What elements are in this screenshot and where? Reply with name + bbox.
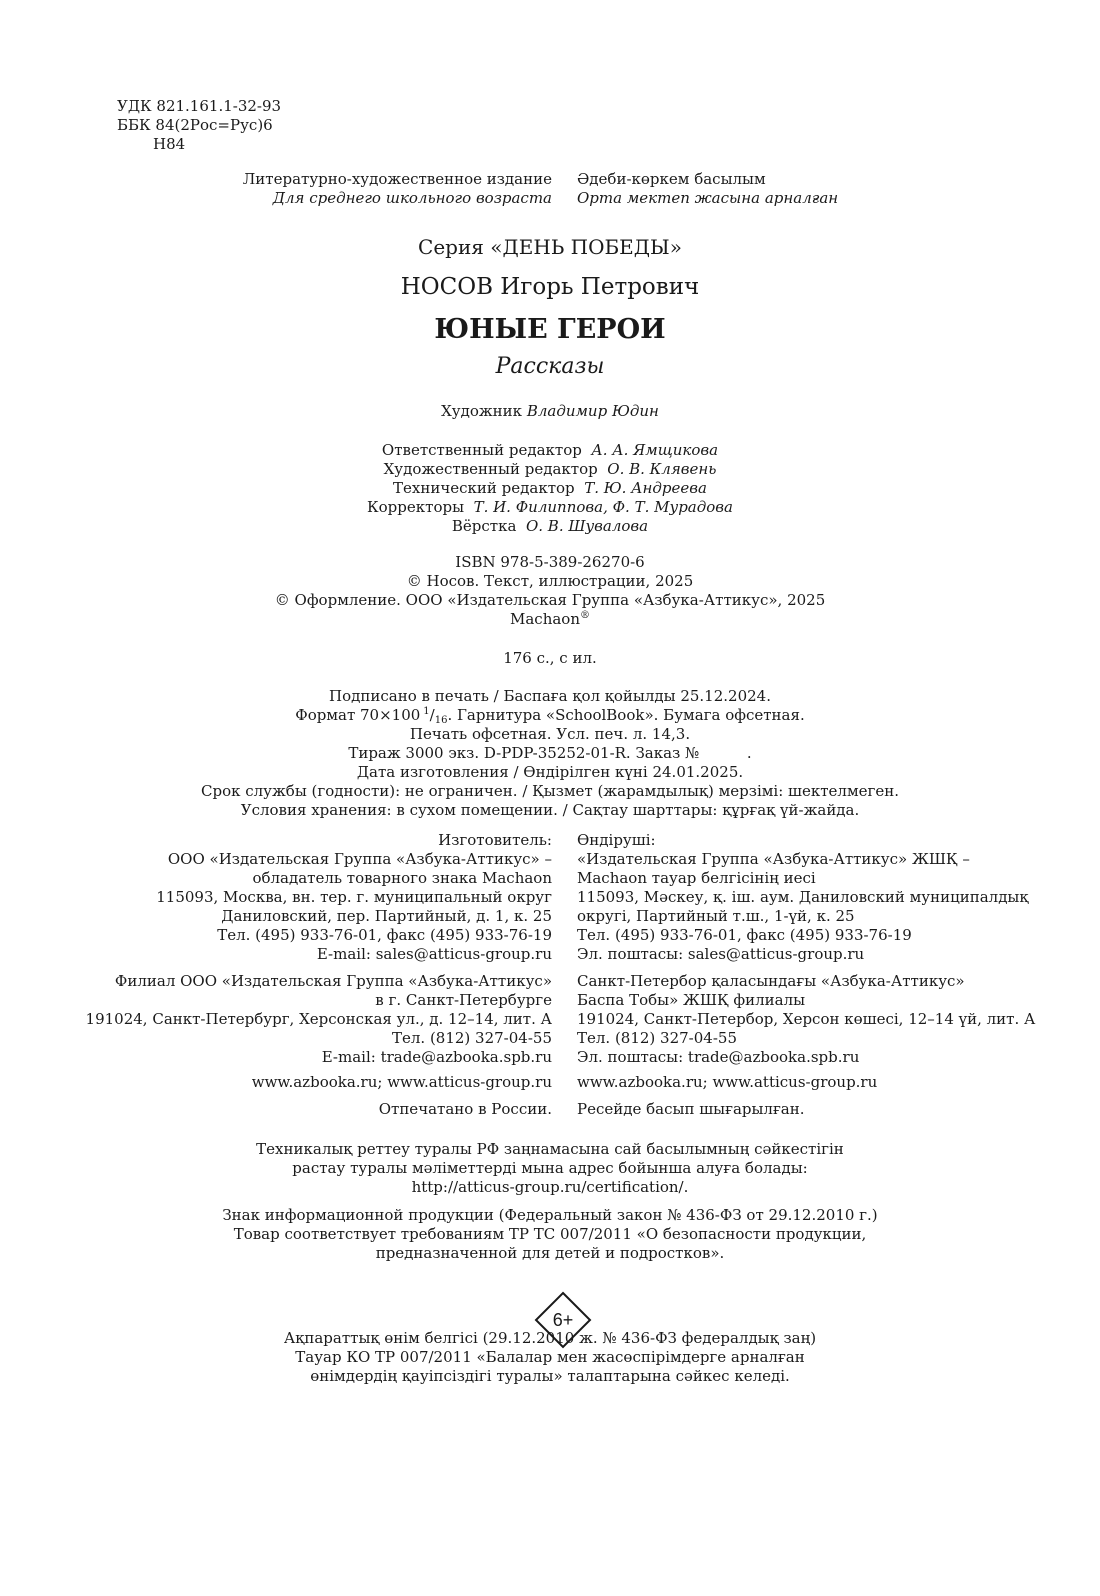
edition-ru [243,170,552,208]
printing-line: Печать офсетная. Усл. печ. л. 14,3. [409,725,691,743]
credit-row: Ответственный редактор А. А. Ямщикова [381,441,719,459]
printed-in-kz: Ресейде басып шығарылған. [577,1100,805,1118]
credit-row: Художественный редактор О. В. Клявень [383,460,717,478]
edition-age-ru: Для среднего школьного возраста [272,189,552,207]
credit-row: Корректоры Т. И. Филиппова, Ф. Т. Мурадова [367,498,733,516]
website-ru: www.azbooka.ru; www.atticus-group.ru [251,1073,552,1091]
run-line: Тираж 3000 экз. D-PDP-35252-01-R. Заказ № . [348,744,752,762]
book-title: ЮНЫЕ ГЕРОИ [434,314,666,345]
copyright-text: © Носов. Текст, иллюстрации, 2025 [406,572,694,590]
website-kz: www.azbooka.ru; www.atticus-group.ru [577,1073,878,1091]
age-rating-text: 6+ [552,1310,574,1330]
classification-codes [117,97,281,154]
illustrator-name: Владимир Юдин [526,402,659,420]
isbn-copyright [0,553,1100,629]
credits [0,441,1100,536]
page-count: 176 с., с ил. [503,649,597,667]
info-product-ru: Знак информационной продукции (Федеральный закон № 436-ФЗ от 29.12.2010 г.) Товар соответствует требованиям ТР ТС 007/2011 «О безопасности продукции, предназначенной для детей и подростков». [222,1206,878,1262]
maker-ru: Изготовитель: ООО «Издательская Группа «Азбука-Аттикус» – обладатель товарного знака Machaon 115093, Москва, вн. тер. г. муниципальный округ Даниловский, пер. Партийный, д. 1, к. 25 Тел. (495) 933-76-01, факс (495) 933-76-19 E-mail: sales@atticus-group.ru [156,831,552,963]
edition-age-kz: Орта мектеп жасына арналған [577,189,839,207]
shelf-life: Срок службы (годности): не ограничен. / Қызмет (жарамдылық) мерзімі: шектелмеген. [201,782,899,800]
storage-conditions: Условия хранения: в сухом помещении. / Сақтау шарттары: құрғақ үй-жайда. [240,801,860,819]
copyright-design: © Оформление. ООО «Издательская Группа «Азбука-Аттикус», 2025 [274,591,826,609]
edition-kz [577,170,838,208]
udk-code: УДК 821.161.1-32-93 [117,97,282,115]
author-mark: Н84 [153,135,186,153]
registered-mark: ® [580,610,590,621]
made-date: Дата изготовления / Өндірілген күні 24.01.2025. [356,763,744,781]
branch-ru: Филиал ООО «Издательская Группа «Азбука-Аттикус» в г. Санкт-Петербурге 191024, Санкт-Петербург, Херсонская ул., д. 12–14, лит. А Тел. (812) 327-04-55 E-mail: trade@azbooka.spb.ru [85,972,552,1066]
brand-line [0,610,1100,629]
printed-in-ru: Отпечатано в России. [378,1100,552,1118]
edition-type-kz: Әдеби-көркем басылым [577,170,766,188]
branch-kz: Санкт-Петербор қаласындағы «Азбука-Аттикус» Баспа Тобы» ЖШҚ филиалы 191024, Санкт-Петербор, Херсон көшесі, 12–14 үй, лит. А Тел. (812) 327-04-55 Эл. поштасы: trade@azbooka.spb.ru [577,972,1036,1066]
bbk-code: ББК 84(2Рос=Рус)6 [117,116,273,134]
author-name: НОСОВ Игорь Петрович [400,274,700,300]
series-name: Серия «ДЕНЬ ПОБЕДЫ» [418,235,682,259]
format-line: Формат 70×100 $^1/_{16}$. Гарнитура «SchoolBook». Бумага офсетная. [295,706,805,726]
credit-row: Вёрстка О. В. Шувалова [451,517,649,535]
isbn: ISBN 978-5-389-26270-6 [455,553,645,571]
brand-name: Machaon [510,610,580,628]
signed-to-print: Подписано в печать / Баспаға қол қойылды 25.12.2024. [329,687,771,705]
edition-type-ru: Литературно-художественное издание [242,170,552,188]
certification-note: Техникалық реттеу туралы РФ заңнамасына сай басылымның сәйкестігін растау туралы мәліметтерді мына адрес бойынша алуға болады: http://atticus-group.ru/certification/. [256,1140,844,1196]
illustrator-line [0,402,1100,421]
maker-kz: Өндіруші: «Издательская Группа «Азбука-Аттикус» ЖШҚ – Machaon тауар белгісінің иесі 115093, Мәскеу, қ. іш. аум. Даниловский муниципалдық округі, Партийный т.ш., 1-үй, к. 25 Тел. (495) 933-76-01, факс (495) 933-76-19 Эл. поштасы: sales@atticus-group.ru [577,831,1029,963]
info-product-kz: Ақпараттық өнім белгісі (29.12.2010 ж. № 436-ФЗ федералдық заң) Тауар КО ТР 007/2011 «Балалар мен жасөспірімдерге арналған өнімдердің қауіпсіздігі туралы» талаптарына сәйкес келеді. [283,1329,817,1385]
book-subtitle: Рассказы [495,354,605,379]
print-data [0,687,1100,820]
illustrator-label: Художник [441,402,523,420]
credit-row: Технический редактор Т. Ю. Андреева [393,479,707,497]
